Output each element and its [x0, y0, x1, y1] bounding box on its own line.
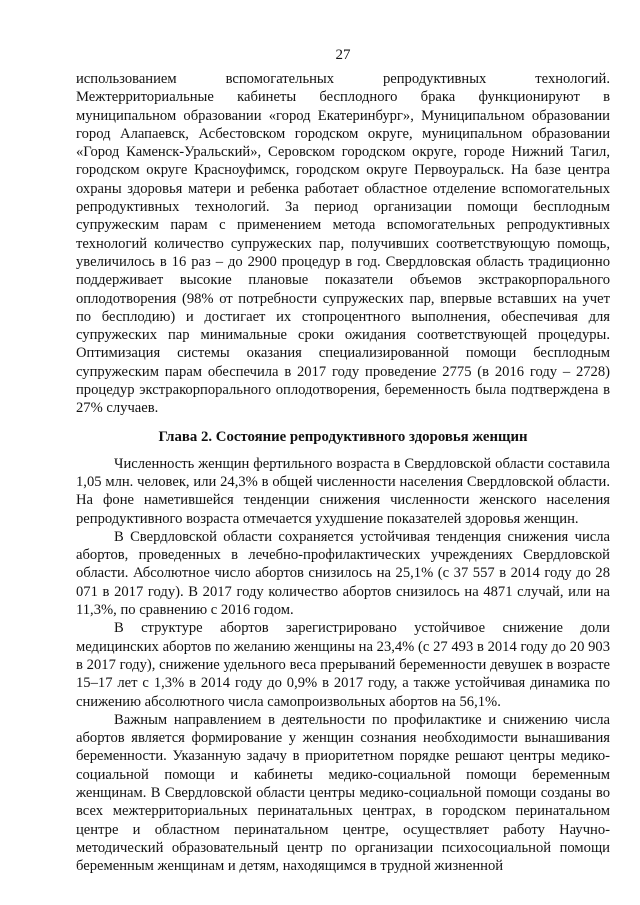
page-number: 27 — [335, 47, 351, 63]
page-content — [76, 70, 610, 875]
paragraph: В Свердловской области сохраняется устойчивая тенденция снижения числа абортов, проведенных в лечебно-профилактических учреждениях Свердловской области. Абсолютное число абортов снизилось на 25,1% (с 37 557 в 2014 году до 28 071 в 2017 году). В 2017 году количество абортов снизилось на 4871 случай, или на 11,3%, по сравнению с 2016 годом. — [76, 528, 610, 619]
paragraph: В структуре абортов зарегистрировано устойчивое снижение доли медицинских абортов по желанию женщины на 23,4% (с 27 493 в 2014 году до 20 903 в 2017 году), снижение удельного веса прерываний беременности девушек в возрасте 15–17 лет с 1,3% в 2014 году до 0,9% в 2017 году, а также устойчивая динамика по снижению абсолютного числа самопроизвольных абортов на 56,1%. — [76, 620, 610, 710]
chapter-heading: Глава 2. Состояние репродуктивного здоровья женщин — [158, 428, 528, 445]
paragraph-continued: использованием вспомогательных репродуктивных технологий. Межтерриториальные кабинеты бесплодного брака функционируют в муниципальном образовании «город Екатеринбург», Муниципальном образовании город Алапаевск, Асбестовском городском округе, муниципальном образовании «Город Каменск-Уральский», Серовском городском округе, городе Нижний Тагил, городском округе Красноуфимск, городском округе Первоуральск. На базе центра охраны здоровья матери и ребенка работает областное отделение вспомогательных репродуктивных технологий. За период организации помощи бесплодным супружеским парам с применением метода вспомогательных репродуктивных технологий количество супружеских пар, получивших соответствующую помощь, увеличилось в 16 раз – до 2900 процедур в год. Свердловская область традиционно поддерживает высокие плановые показатели объемов экстракорпорального оплодотворения (98% от потребности супружеских пар, впервые вставших на учет по бесплодию) и достигает их стопроцентного выполнения, обеспечивая для супружеских пар минимальные сроки ожидания соответствующей процедуры. Оптимизация системы оказания специализированной помощи бесплодным супружеским парам обеспечила в 2017 году проведение 2775 (в 2016 году – 2728) процедур экстракорпорального оплодотворения, беременность была подтверждена в 27% случаев. — [76, 71, 610, 417]
paragraph: Численность женщин фертильного возраста в Свердловской области составила 1,05 млн. человек, или 24,3% в общей численности населения Свердловской области. На фоне наметившейся тенденции снижения численности женского населения репродуктивного возраста отмечается ухудшение показателей здоровья женщин. — [76, 455, 610, 527]
paragraph: Важным направлением в деятельности по профилактике и снижению числа абортов является формирование у женщин сознания необходимости вынашивания беременности. Указанную задачу в приоритетном порядке решают центры медико-социальной помощи и кабинеты медико-социальной помощи беременным женщинам. В Свердловской области центры медико-социальной помощи созданы во всех межтерриториальных перинатальных центрах, в городском перинатальном центре и областном перинатальном центре, осуществляет работу Научно-методический образовательный центр по организации психосоциальной помощи беременным женщинам и детям, находящимся в трудной жизненной — [76, 711, 610, 875]
